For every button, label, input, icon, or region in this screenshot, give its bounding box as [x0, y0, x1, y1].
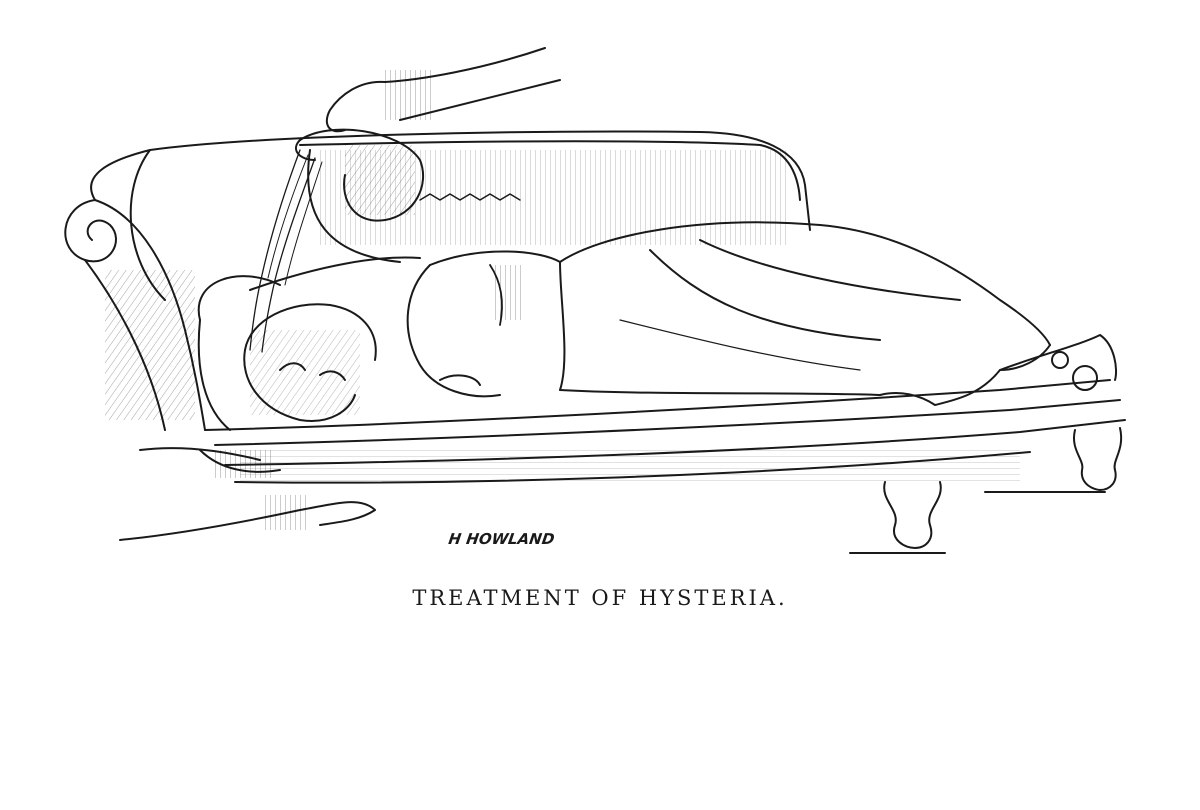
- figure-head: [244, 304, 376, 421]
- sofa-leg-front: [850, 482, 945, 553]
- figure-arm: [408, 265, 500, 396]
- sofa-foot-end: [880, 335, 1116, 405]
- draped-figure: [430, 222, 1050, 395]
- caption-title: TREATMENT OF HYSTERIA.: [412, 586, 788, 610]
- engraver-signature: H HOWLAND: [447, 530, 556, 548]
- sofa-back: [91, 132, 810, 300]
- upper-hand: [327, 48, 560, 131]
- sofa-scroll-arm: [65, 200, 205, 430]
- water-stream: [250, 150, 322, 352]
